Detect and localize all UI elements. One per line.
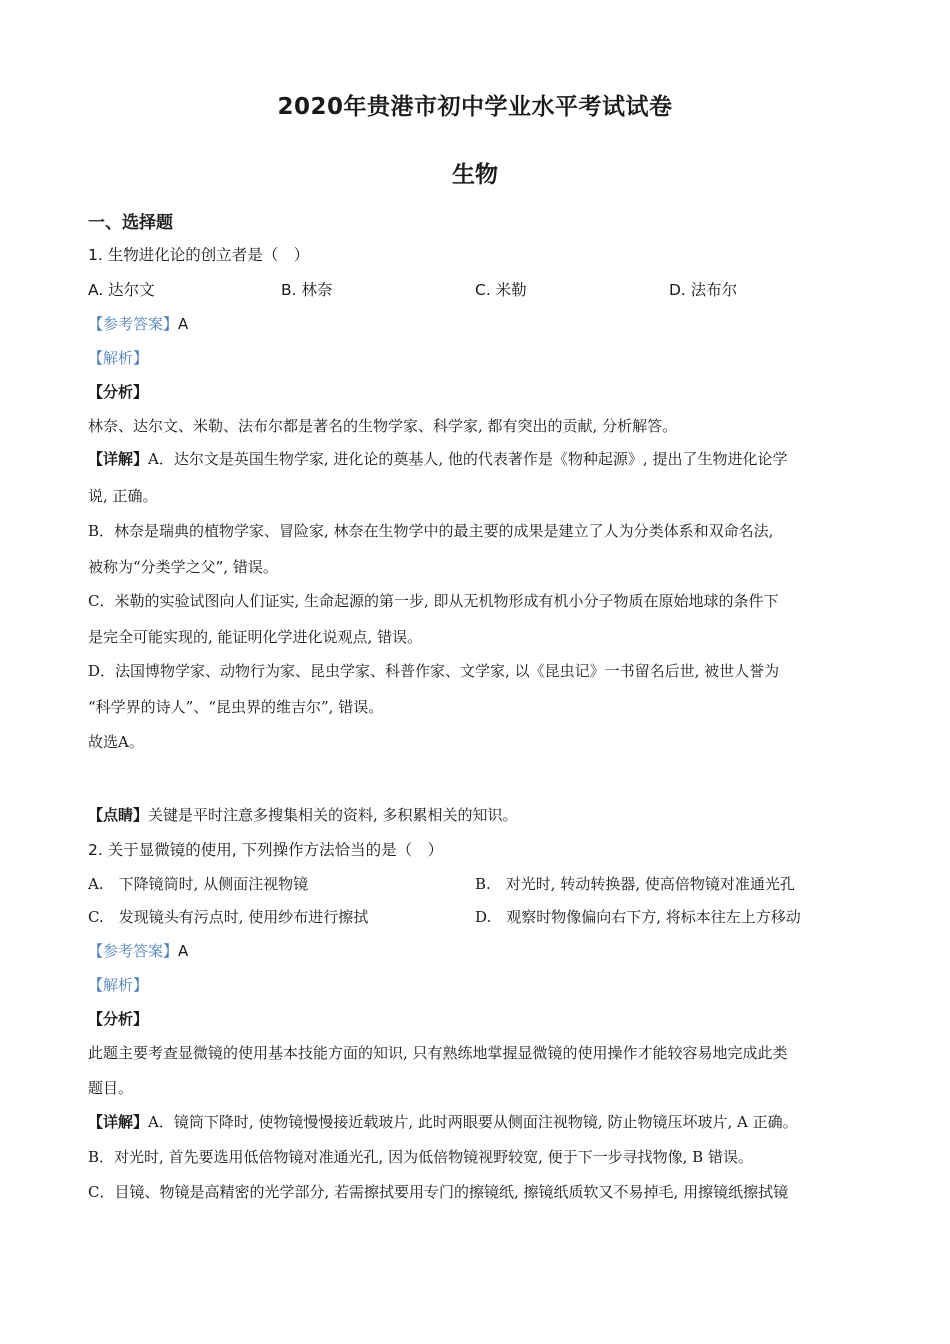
q2-option-c: C. 发现镜头有污点时, 使用纱布进行擦拭	[88, 908, 369, 926]
q1-detail-b-line2: 被称为“分类学之父”, 错误。	[88, 558, 278, 576]
q1-option-b: B. 林奈	[281, 281, 333, 299]
q2-answer-row	[88, 940, 878, 961]
q1-option-d: D. 法布尔	[669, 281, 738, 299]
q1-detail-c-line2: 是完全可能实现的, 能证明化学进化说观点, 错误。	[88, 628, 423, 646]
exam-title: 2020年贵港市初中学业水平考试试卷	[277, 94, 673, 120]
xiangjie-tag: 【详解】	[88, 450, 149, 468]
q2-option-d: D. 观察时物像偏向右下方, 将标本往左上方移动	[475, 908, 801, 926]
detail-a-text: A．镜筒下降时, 使物镜慢慢接近载玻片, 此时两眼要从侧面注视物镜, 防止物镜压坏玻片, A 正确。	[148, 1113, 798, 1131]
q1-option-a: A. 达尔文	[88, 281, 155, 299]
q2-detail-b: B．对光时, 首先要选用低倍物镜对准通光孔, 因为低倍物镜视野较宽, 便于下一步寻找物像, B 错误。	[88, 1148, 753, 1166]
answer-tag: 【参考答案】	[88, 942, 179, 960]
section-heading: 一、选择题	[88, 213, 173, 233]
q1-detail-a-line2: 说, 正确。	[88, 487, 158, 505]
q2-detail-c: C．目镜、物镜是高精密的光学部分, 若需擦拭要用专门的擦镜纸, 擦镜纸质软又不易掉毛, 用擦镜纸擦拭镜	[88, 1183, 789, 1201]
dianjing-text: 关键是平时注意多搜集相关的资料, 多积累相关的知识。	[148, 806, 518, 824]
q2-option-a: A. 下降镜筒时, 从侧面注视物镜	[88, 875, 309, 893]
q2-option-b: B. 对光时, 转动转换器, 使高倍物镜对准通光孔	[475, 875, 795, 893]
q2-fenxi-line1: 此题主要考查显微镜的使用基本技能方面的知识, 只有熟练地掌握显微镜的使用操作才能较容易地完成此类	[88, 1044, 788, 1062]
q2-jiexi-tag: 【解析】	[88, 976, 149, 994]
question-1-stem: 1. 生物进化论的创立者是（ ）	[88, 246, 310, 264]
q1-fenxi-text: 林奈、达尔文、米勒、法布尔都是著名的生物学家、科学家, 都有突出的贡献, 分析解答。	[88, 417, 678, 435]
q1-detail-b-line1: B．林奈是瑞典的植物学家、冒险家, 林奈在生物学中的最主要的成果是建立了人为分类体系和双命名法,	[88, 522, 774, 540]
q1-detail-a-line1	[88, 448, 878, 469]
q2-detail-a	[88, 1111, 878, 1132]
answer-value: A	[178, 315, 189, 333]
q1-detail-c-line1: C．米勒的实验试图向人们证实, 生命起源的第一步, 即从无机物形成有机小分子物质在原始地球的条件下	[88, 592, 779, 610]
answer-value: A	[178, 942, 189, 960]
q1-conclusion: 故选A。	[88, 733, 144, 751]
detail-a-text: A．达尔文是英国生物学家, 进化论的奠基人, 他的代表著作是《物种起源》, 提出了生物进化论学	[148, 450, 788, 468]
dianjing-tag: 【点睛】	[88, 806, 149, 824]
q2-fenxi-line2: 题目。	[88, 1079, 134, 1097]
q1-answer-row	[88, 313, 878, 334]
subject-title: 生物	[452, 162, 498, 188]
q1-fenxi-tag: 【分析】	[88, 383, 149, 401]
q1-jiexi-tag: 【解析】	[88, 349, 149, 367]
answer-tag: 【参考答案】	[88, 315, 179, 333]
q1-detail-d-line1: D．法国博物学家、动物行为家、昆虫学家、科普作家、文学家, 以《昆虫记》一书留名后世, 被世人誉为	[88, 662, 780, 680]
q1-detail-d-line2: “科学界的诗人”、“昆虫界的维吉尔”, 错误。	[88, 698, 384, 716]
question-2-stem: 2. 关于显微镜的使用, 下列操作方法恰当的是（ ）	[88, 841, 444, 859]
xiangjie-tag: 【详解】	[88, 1113, 149, 1131]
q1-option-c: C. 米勒	[475, 281, 527, 299]
q1-dianjing-row	[88, 804, 878, 825]
q2-fenxi-tag: 【分析】	[88, 1010, 149, 1028]
